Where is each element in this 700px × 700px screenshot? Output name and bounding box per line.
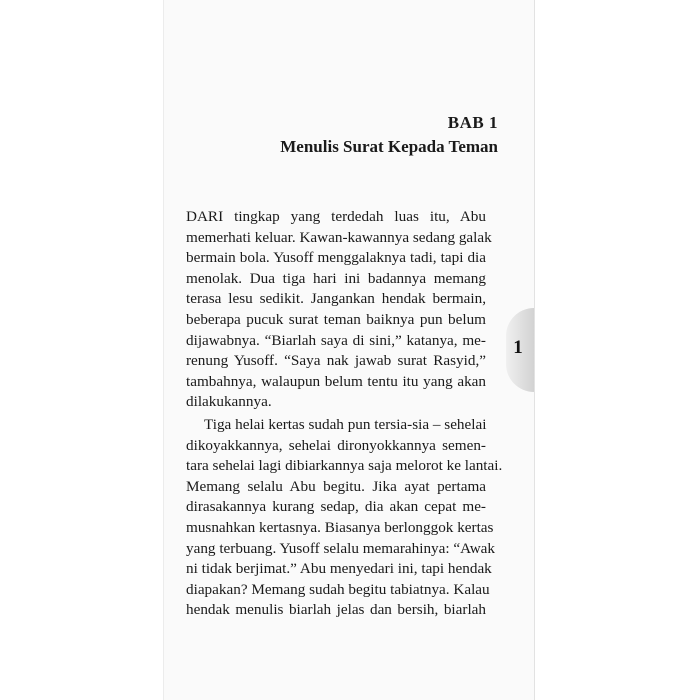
text-line: memerhati keluar. Kawan-kawannya sedang galak (186, 228, 492, 246)
text-line: terasa lesu sedikit. Jangankan hendak bermain, (186, 290, 486, 308)
text-line: tara sehelai lagi dibiarkannya saja melorot ke lantai. (186, 457, 503, 475)
chapter-heading (280, 112, 498, 160)
text-line: hendak menulis biarlah jelas dan bersih, biarlah (186, 601, 486, 619)
text-line: tambahnya, walaupun belum tentu itu yang akan (186, 372, 486, 390)
paragraph-2 (186, 415, 503, 621)
text-line: yang terbuang. Yusoff selalu memarahinya: “Awak (186, 539, 496, 557)
text-line: musnahkan kertasnya. Biasanya berlonggok kertas (186, 518, 494, 536)
text-line: diapakan? Memang sudah begitu tabiatnya. Kalau (186, 580, 490, 598)
chapter-title: Menulis Surat Kepada Teman (280, 137, 498, 156)
text-line: menolak. Dua tiga hari ini badannya memang (186, 269, 486, 287)
text-line: Memang selalu Abu begitu. Jika ayat pertama (186, 477, 486, 495)
text-line: ni tidak berjimat.” Abu menyedari ini, tapi hendak (186, 560, 492, 578)
chapter-tab-number: 1 (513, 337, 523, 358)
chapter-number: BAB 1 (447, 113, 498, 132)
body-text (186, 207, 503, 621)
text-line: Tiga helai kertas sudah pun tersia-sia – sehelai (204, 415, 487, 433)
text-line: dijawabnya. “Biarlah saya di sini,” katanya, me- (186, 331, 486, 349)
text-line: bermain bola. Yusoff menggalaknya tadi, tapi dia (186, 249, 486, 267)
text-line: DARI tingkap yang terdedah luas itu, Abu (186, 208, 486, 225)
book-page (163, 0, 535, 700)
text-line: dikoyakkannya, sehelai dironyokkannya semen- (186, 436, 486, 454)
text-line: dirasakannya kurang sedap, dia akan cepat me- (186, 498, 486, 516)
paragraph-1 (186, 207, 492, 413)
text-line: beberapa pucuk surat teman baiknya pun belum (186, 310, 486, 328)
text-line: dilakukannya. (186, 393, 272, 411)
text-line: renung Yusoff. “Saya nak jawab surat Rasyid,” (186, 352, 486, 370)
